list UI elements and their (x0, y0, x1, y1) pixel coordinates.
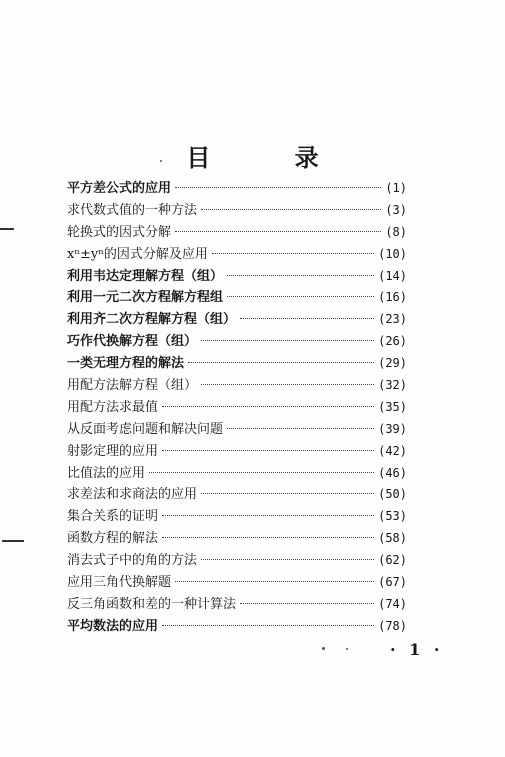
toc-leader-dots (162, 537, 374, 538)
toc-entry-page: (16) (378, 290, 407, 305)
toc-leader-dots (175, 581, 374, 582)
scan-speck (322, 647, 325, 650)
toc-entry-title: 应用三角代换解题 (67, 575, 172, 591)
scan-speck (160, 160, 162, 162)
toc-entry-page: (29) (378, 356, 407, 371)
toc-entry-page: (78) (378, 618, 407, 633)
toc-entry-title: 求代数式值的一种方法 (67, 202, 198, 218)
toc-leader-dots (175, 231, 381, 232)
toc-entry-title: 消去式子中的角的方法 (67, 553, 198, 569)
toc-entry-title: 射影定理的应用 (67, 443, 159, 459)
toc-entry-title: 利用韦达定理解方程（组） (67, 268, 224, 284)
toc-entry (67, 484, 407, 506)
toc-entry (67, 572, 407, 594)
toc-entry (67, 375, 407, 397)
toc-entry-title: xⁿ±yⁿ的因式分解及应用 (67, 246, 208, 262)
toc-entry-title: 集合关系的证明 (67, 509, 159, 525)
toc-entry (67, 463, 407, 485)
toc-entry-page: (67) (378, 575, 407, 590)
toc-entry (67, 441, 407, 463)
toc-entry (67, 309, 407, 331)
toc-entry-page: (26) (378, 334, 407, 349)
toc-leader-dots (175, 187, 381, 188)
toc-entry-title: 用配方法求最值 (67, 399, 159, 415)
toc-entry-page: (32) (378, 378, 407, 393)
toc-leader-dots (162, 450, 374, 451)
toc-entry-page: (23) (378, 312, 407, 327)
toc-entry-title: 函数方程的解法 (67, 531, 159, 547)
toc-leader-dots (201, 493, 374, 494)
table-of-contents (67, 178, 407, 638)
toc-entry (67, 550, 407, 572)
toc-entry-title: 用配方法解方程（组） (67, 378, 198, 394)
toc-leader-dots (162, 625, 374, 626)
scan-speck (346, 648, 348, 650)
toc-entry-page: (35) (378, 399, 407, 414)
toc-entry (67, 178, 407, 200)
toc-entry-page: (39) (378, 421, 407, 436)
toc-leader-dots (201, 340, 374, 341)
toc-entry (67, 266, 407, 288)
toc-leader-dots (201, 209, 381, 210)
toc-entry-page: (42) (378, 443, 407, 458)
toc-entry-page: (1) (385, 181, 407, 195)
toc-entry-title: 利用一元二次方程解方程组 (67, 290, 224, 306)
toc-entry-title: 巧作代换解方程（组） (67, 334, 198, 350)
toc-entry (67, 222, 407, 244)
toc-leader-dots (212, 253, 374, 254)
toc-entry (67, 594, 407, 616)
toc-leader-dots (162, 406, 374, 407)
toc-entry-page: (62) (378, 553, 407, 568)
toc-entry-title: 反三角函数和差的一种计算法 (67, 596, 237, 612)
toc-entry-title: 轮换式的因式分解 (67, 224, 172, 240)
toc-entry (67, 331, 407, 353)
toc-entry-page: (14) (378, 268, 407, 283)
toc-entry (67, 287, 407, 309)
page-title: 目 录 (186, 143, 357, 172)
toc-entry-page: (8) (385, 224, 407, 239)
toc-entry-title: 利用齐二次方程解方程（组） (67, 312, 237, 328)
toc-entry-title: 从反面考虑问题和解决问题 (67, 421, 224, 437)
toc-entry-page: (46) (378, 465, 407, 480)
toc-entry (67, 244, 407, 266)
toc-entry-page: (10) (378, 246, 407, 261)
toc-entry-page: (50) (378, 487, 407, 502)
toc-entry-page: (53) (378, 509, 407, 524)
toc-entry-page: (58) (378, 531, 407, 546)
toc-entry-title: 比值法的应用 (67, 465, 146, 481)
page-number: · 1 · (390, 640, 444, 659)
toc-leader-dots (240, 603, 374, 604)
toc-entry (67, 397, 407, 419)
toc-entry (67, 353, 407, 375)
toc-entry-title: 平均数法的应用 (67, 618, 159, 634)
toc-entry-page: (74) (378, 596, 407, 611)
toc-entry-title: 一类无理方程的解法 (67, 356, 185, 372)
toc-leader-dots (201, 559, 374, 560)
toc-entry (67, 506, 407, 528)
toc-leader-dots (149, 472, 374, 473)
toc-entry-title: 平方差公式的应用 (67, 181, 172, 196)
toc-entry (67, 528, 407, 550)
toc-entry (67, 616, 407, 638)
toc-entry (67, 419, 407, 441)
toc-leader-dots (162, 515, 374, 516)
toc-entry-title: 求差法和求商法的应用 (67, 487, 198, 503)
toc-leader-dots (227, 296, 374, 297)
scan-mark (2, 540, 24, 542)
toc-leader-dots (227, 428, 374, 429)
scan-mark (0, 228, 14, 230)
toc-leader-dots (240, 318, 374, 319)
toc-leader-dots (227, 275, 374, 276)
toc-entry-page: (3) (385, 202, 407, 217)
toc-entry (67, 200, 407, 222)
toc-leader-dots (188, 362, 374, 363)
toc-leader-dots (201, 384, 374, 385)
